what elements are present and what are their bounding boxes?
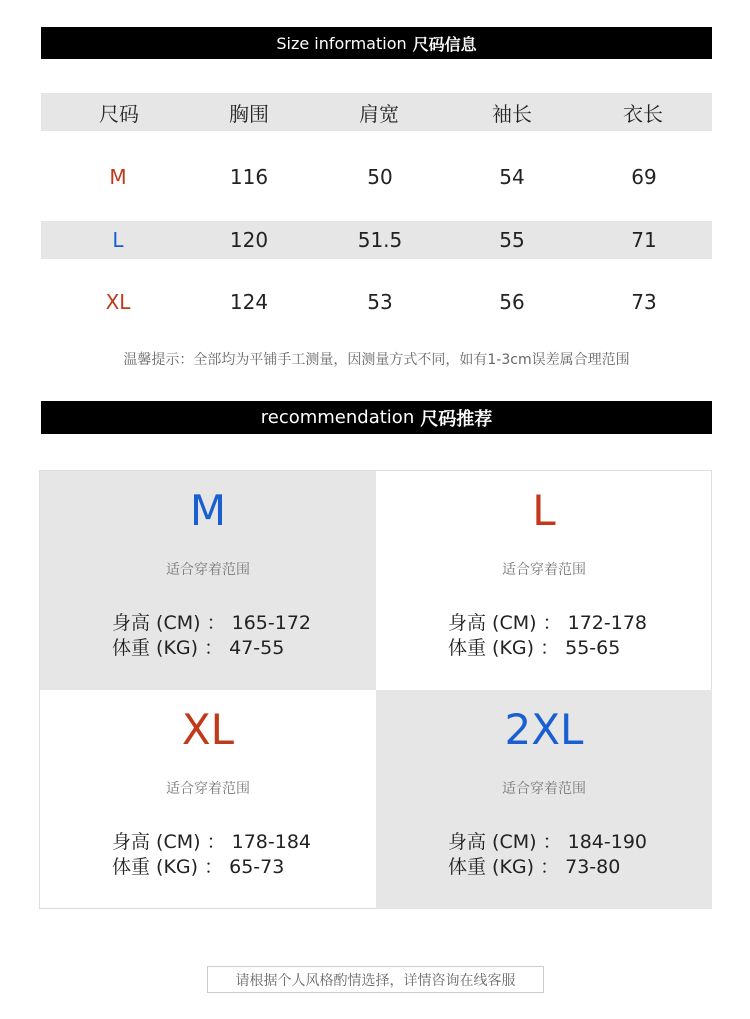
- size-information-title-cn: 尺码信息: [412, 34, 477, 54]
- shoulder-cell: 51.5: [357, 228, 403, 252]
- recommendation-card-l: [376, 471, 712, 690]
- recommendation-grid: [39, 470, 712, 909]
- size-cell-m: M: [109, 165, 127, 189]
- card-fit-label: 适合穿着范围: [166, 781, 250, 797]
- table-row: [41, 221, 712, 259]
- card-size-label: 2XL: [504, 705, 584, 754]
- card-size-label: XL: [181, 705, 235, 754]
- header-chest: 胸围: [229, 101, 269, 126]
- card-height-range: 身高 (CM) ： 178-184: [112, 831, 311, 853]
- length-cell: 71: [631, 228, 657, 252]
- sleeve-cell: 56: [499, 290, 525, 314]
- shoulder-cell: 53: [367, 290, 393, 314]
- card-size-label: M: [189, 486, 227, 535]
- length-cell: 69: [631, 165, 657, 189]
- size-information-header: [41, 27, 712, 59]
- recommendation-title-cn: 尺码推荐: [420, 408, 493, 430]
- header-shoulder: 肩宽: [359, 101, 399, 126]
- measurement-note: 温馨提示：全部均为平铺手工测量，因测量方式不同，如有1-3cm误差属合理范围: [123, 352, 630, 368]
- chest-cell: 120: [229, 228, 269, 252]
- header-sleeve: 袖长: [492, 101, 532, 126]
- header-size: 尺码: [99, 101, 139, 126]
- card-height-range: 身高 (CM) ： 165-172: [112, 612, 311, 634]
- card-height-range: 身高 (CM) ： 184-190: [448, 831, 647, 853]
- recommendation-title-en: recommendation: [260, 407, 415, 428]
- size-information-title-en: Size information: [276, 33, 407, 53]
- card-size-label: L: [532, 486, 556, 535]
- recommendation-header: [41, 401, 712, 434]
- card-weight-range: 体重 (KG) ： 47-55: [112, 637, 285, 659]
- table-row: [41, 158, 712, 196]
- chest-cell: 116: [229, 165, 269, 189]
- table-row: [41, 283, 712, 321]
- card-weight-range: 体重 (KG) ： 55-65: [448, 637, 621, 659]
- recommendation-card-2xl: [376, 690, 712, 909]
- card-fit-label: 适合穿着范围: [502, 781, 586, 797]
- size-cell-xl: XL: [105, 290, 131, 314]
- chest-cell: 124: [229, 290, 269, 314]
- shoulder-cell: 50: [367, 165, 393, 189]
- footer-consult-note: 请根据个人风格酌情选择，详情咨询在线客服: [207, 966, 544, 993]
- recommendation-card-m: [40, 471, 376, 690]
- sleeve-cell: 55: [499, 228, 525, 252]
- card-height-range: 身高 (CM) ： 172-178: [448, 612, 647, 634]
- card-weight-range: 体重 (KG) ： 73-80: [448, 856, 621, 878]
- table-header-row: [41, 93, 712, 131]
- card-weight-range: 体重 (KG) ： 65-73: [112, 856, 285, 878]
- card-fit-label: 适合穿着范围: [166, 562, 250, 578]
- length-cell: 73: [631, 290, 657, 314]
- card-fit-label: 适合穿着范围: [502, 562, 586, 578]
- header-length: 衣长: [623, 101, 663, 126]
- recommendation-card-xl: [40, 690, 376, 909]
- size-cell-l: L: [112, 228, 124, 252]
- sleeve-cell: 54: [499, 165, 525, 189]
